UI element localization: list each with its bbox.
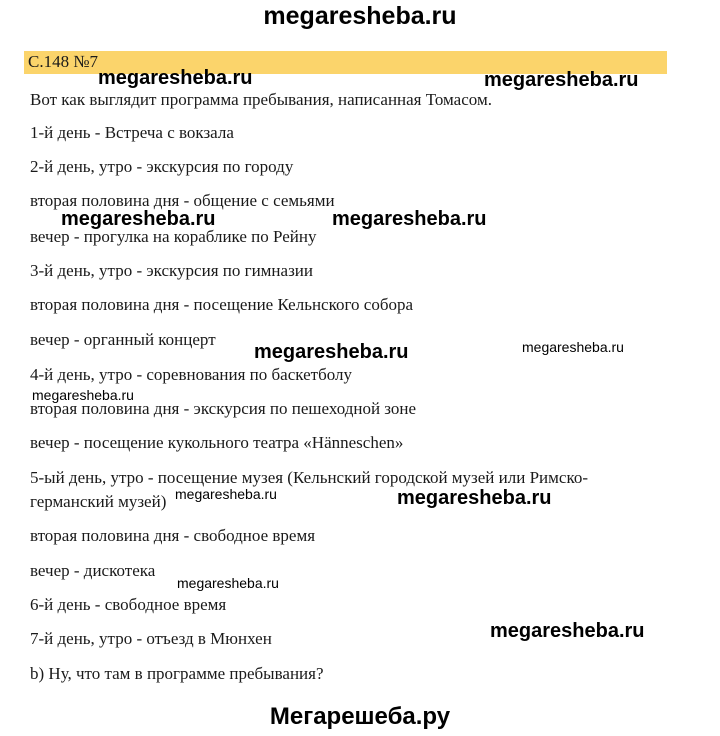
schedule-line: германский музей)	[30, 492, 167, 511]
watermark: megaresheba.ru	[484, 69, 639, 91]
watermark: megaresheba.ru	[32, 387, 134, 403]
schedule-line: вечер - дискотека	[30, 561, 156, 580]
watermark: megaresheba.ru	[175, 486, 277, 502]
schedule-line: 4-й день, утро - соревнования по баскетболу	[30, 365, 352, 384]
watermark: megaresheba.ru	[61, 208, 216, 230]
schedule-line: вторая половина дня - посещение Кельнского собора	[30, 295, 414, 314]
question-line: b) Ну, что там в программе пребывания?	[30, 664, 324, 683]
site-header: megaresheba.ru	[263, 2, 457, 30]
schedule-line: 5-ый день, утро - посещение музея (Кельнский городской музей или Римско-	[30, 468, 588, 487]
schedule-line: вторая половина дня - экскурсия по пешеходной зоне	[30, 399, 417, 418]
intro-line: Вот как выглядит программа пребывания, написанная Томасом.	[30, 90, 492, 109]
watermark: megaresheba.ru	[98, 67, 253, 89]
watermark: megaresheba.ru	[522, 339, 624, 355]
schedule-line: вечер - прогулка на кораблике по Рейну	[30, 227, 317, 246]
schedule-line: вторая половина дня - свободное время	[30, 526, 316, 545]
section-label: С.148 №7	[28, 52, 99, 71]
schedule-line: 2-й день, утро - экскурсия по городу	[30, 157, 294, 176]
schedule-line: 1-й день - Встреча с вокзала	[30, 123, 234, 142]
schedule-line: вечер - посещение кукольного театра «Hänneschen»	[30, 433, 404, 452]
schedule-line: 7-й день, утро - отъезд в Мюнхен	[30, 629, 272, 648]
watermark: megaresheba.ru	[397, 487, 552, 509]
schedule-line: вечер - органный концерт	[30, 330, 216, 349]
watermark: megaresheba.ru	[490, 620, 645, 642]
watermark: megaresheba.ru	[254, 341, 409, 363]
watermark: megaresheba.ru	[177, 575, 279, 591]
watermark: megaresheba.ru	[332, 208, 487, 230]
schedule-line: вторая половина дня - общение с семьями	[30, 191, 335, 210]
site-footer: Мегарешеба.ру	[269, 703, 451, 730]
schedule-line: 6-й день - свободное время	[30, 595, 227, 614]
schedule-line: 3-й день, утро - экскурсия по гимназии	[30, 261, 313, 280]
